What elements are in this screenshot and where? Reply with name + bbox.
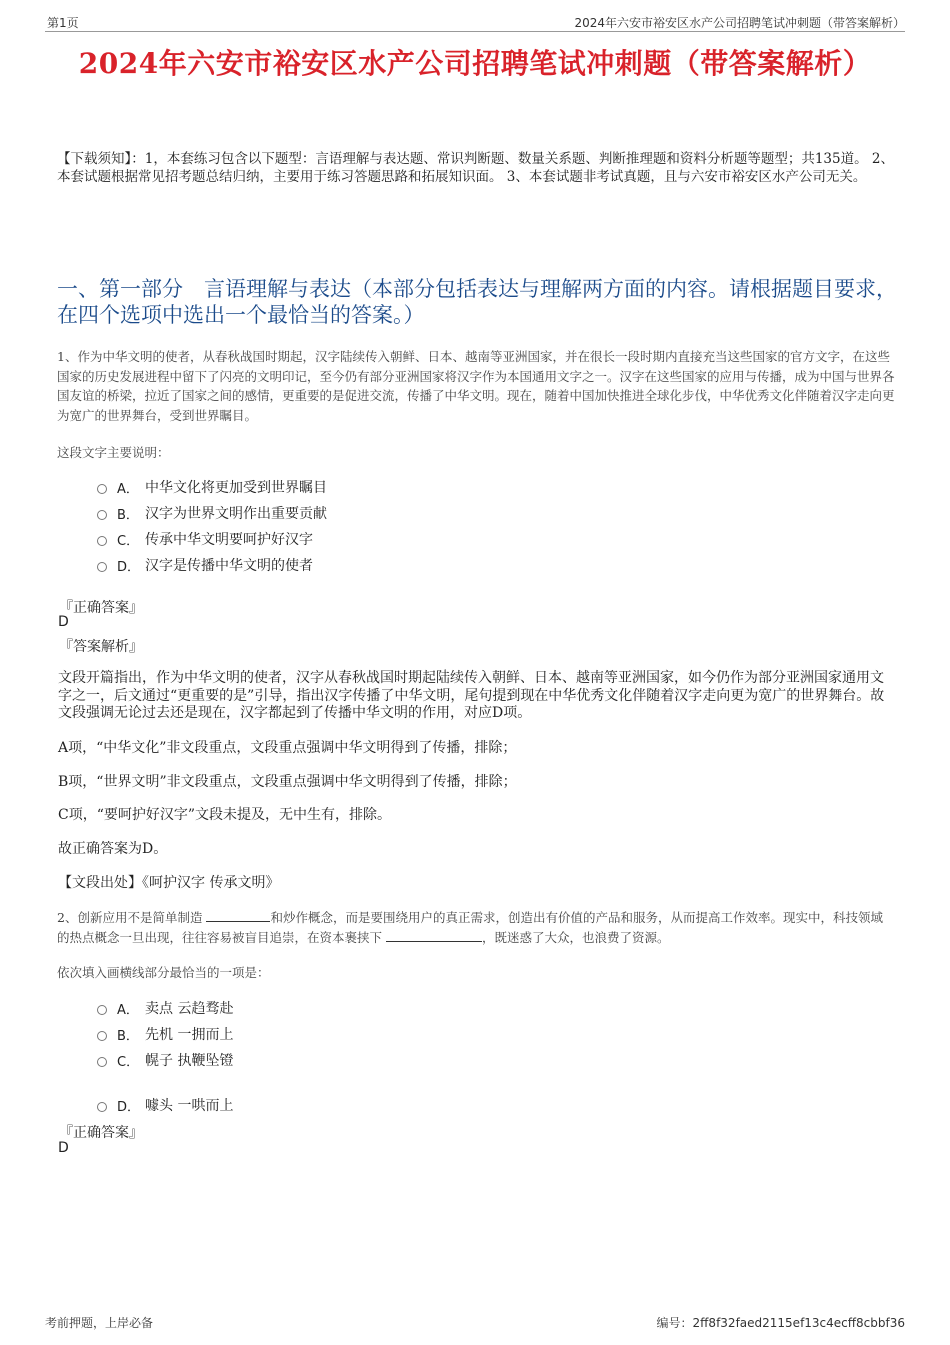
question-2-text (57, 908, 895, 947)
q1-option-c[interactable] (97, 529, 313, 549)
q1-answer-label: 『正确答案』 (59, 600, 143, 616)
option-text: 幌子 执鞭坠镫 (145, 1053, 234, 1069)
q2-text-part-2: 和炒作概念，而是要围绕用户的真正需求，创造出有价值的产品和服务，从而提高工作效率。现实中，科技领域的热点概念一旦出现，往往容易被盲目追崇，在资本裹挟下 (57, 910, 883, 945)
q1-option-b[interactable] (97, 503, 327, 523)
q2-text-part-1: 2、创新应用不是简单制造 (57, 910, 203, 925)
option-letter: B． (117, 1028, 139, 1044)
q1-source: 【文段出处】《呵护汉字 传承文明》 (58, 875, 280, 891)
question-2-prompt: 依次填入画横线部分最恰当的一项是： (57, 965, 270, 980)
q2-text-part-3: ，既迷惑了大众，也浪费了资源。 (482, 929, 670, 945)
q1-analysis-paragraph: 文段开篇指出，作为中华文明的使者，汉字从春秋战国时期起陆续传入朝鲜、日本、越南等亚洲国家，如今仍作为部分亚洲国家通用文字之一，后文通过“更重要的是”引导，指出汉字传播了中华文明，尾句提到现在中华优秀文化伴随着汉字走向更为宽广的世界舞台。故文段强调无论过去还是现在，汉字都起到了传播中华文明的作用，对应D项。 (58, 670, 885, 721)
header-page-number: 第1页 (47, 16, 79, 30)
option-letter: A． (117, 481, 139, 497)
q1-option-a[interactable] (97, 477, 327, 497)
option-text: 汉字是传播中华文明的使者 (145, 558, 313, 574)
radio-icon[interactable] (97, 536, 107, 546)
q2-option-c[interactable] (97, 1050, 233, 1070)
q1-analysis-conclusion: 故正确答案为D。 (58, 841, 168, 857)
header-doc-title: 2024年六安市裕安区水产公司招聘笔试冲刺题（带答案解析） (574, 16, 905, 30)
q2-blank-2 (386, 929, 482, 942)
option-letter: D． (117, 1099, 141, 1115)
q1-answer: D (58, 614, 69, 630)
option-letter: D． (117, 559, 141, 575)
question-1-prompt: 这段文字主要说明： (57, 445, 170, 460)
q1-option-d[interactable] (97, 555, 313, 575)
q2-option-a[interactable] (97, 998, 233, 1018)
radio-icon[interactable] (97, 484, 107, 494)
radio-icon[interactable] (97, 1005, 107, 1015)
q1-analysis-line-a: A项，“中华文化”非文段重点，文段重点强调中华文明得到了传播，排除； (58, 740, 517, 756)
option-text: 中华文化将更加受到世界瞩目 (145, 480, 327, 496)
footer-doc-id: 编号：2ff8f32faed2115ef13c4ecff8cbbf36 (656, 1316, 905, 1330)
option-letter: A． (117, 1002, 139, 1018)
q2-blank-1 (206, 909, 270, 922)
option-text: 卖点 云趋骛赴 (145, 1001, 234, 1017)
footer-slogan: 考前押题，上岸必备 (45, 1316, 154, 1330)
question-1-text: 1、作为中华文明的使者，从春秋战国时期起，汉字陆续传入朝鲜、日本、越南等亚洲国家，并在很长一段时期内直接充当这些国家的官方文字，在这些国家的历史发展进程中留下了闪亮的文明印记，至今仍有部分亚洲国家将汉字作为本国通用文字之一。汉字在这些国家的应用与传播，成为中国与世界各国友谊的桥梁，拉近了国家之间的感情，更重要的是促进交流，传播了中华文明。现在，随着中国加快推进全球化步伐，中华优秀文化伴随着汉字走向更为宽广的世界舞台，受到世界瞩目。 (57, 349, 895, 423)
option-text: 汉字为世界文明作出重要贡献 (145, 506, 327, 522)
q2-answer-label: 『正确答案』 (59, 1125, 143, 1141)
radio-icon[interactable] (97, 1057, 107, 1067)
header-divider (45, 31, 905, 32)
radio-icon[interactable] (97, 1031, 107, 1041)
page-title: 2024年六安市裕安区水产公司招聘笔试冲刺题（带答案解析） (78, 47, 872, 80)
q2-option-b[interactable] (97, 1024, 233, 1044)
option-text: 传承中华文明要呵护好汉字 (145, 532, 313, 548)
q1-analysis-label: 『答案解析』 (59, 639, 143, 655)
q1-analysis-line-c: C项，“要呵护好汉字”文段未提及，无中生有，排除。 (58, 807, 392, 823)
option-letter: B． (117, 507, 139, 523)
option-letter: C． (117, 533, 140, 549)
q2-option-d[interactable] (97, 1095, 233, 1115)
radio-icon[interactable] (97, 562, 107, 572)
section-heading: 一、第一部分 言语理解与表达（本部分包括表达与理解两方面的内容。请根据题目要求，在四个选项中选出一个最恰当的答案。） (57, 277, 897, 327)
q1-analysis-line-b: B项，“世界文明”非文段重点，文段重点强调中华文明得到了传播，排除； (58, 774, 517, 790)
download-notice: 【下载须知】：1，本套练习包含以下题型：言语理解与表达题、常识判断题、数量关系题、判断推理题和资料分析题等题型；共135道。 2、本套试题根据常见招考题总结归纳，主要用于练习答题思路和拓展知识面。 3、本套试题非考试真题，且与六安市裕安区水产公司无关。 (57, 151, 894, 185)
q2-answer: D (58, 1140, 69, 1156)
option-text: 先机 一拥而上 (145, 1027, 234, 1043)
option-letter: C． (117, 1054, 140, 1070)
option-text: 噱头 一哄而上 (145, 1098, 234, 1114)
radio-icon[interactable] (97, 510, 107, 520)
radio-icon[interactable] (97, 1102, 107, 1112)
